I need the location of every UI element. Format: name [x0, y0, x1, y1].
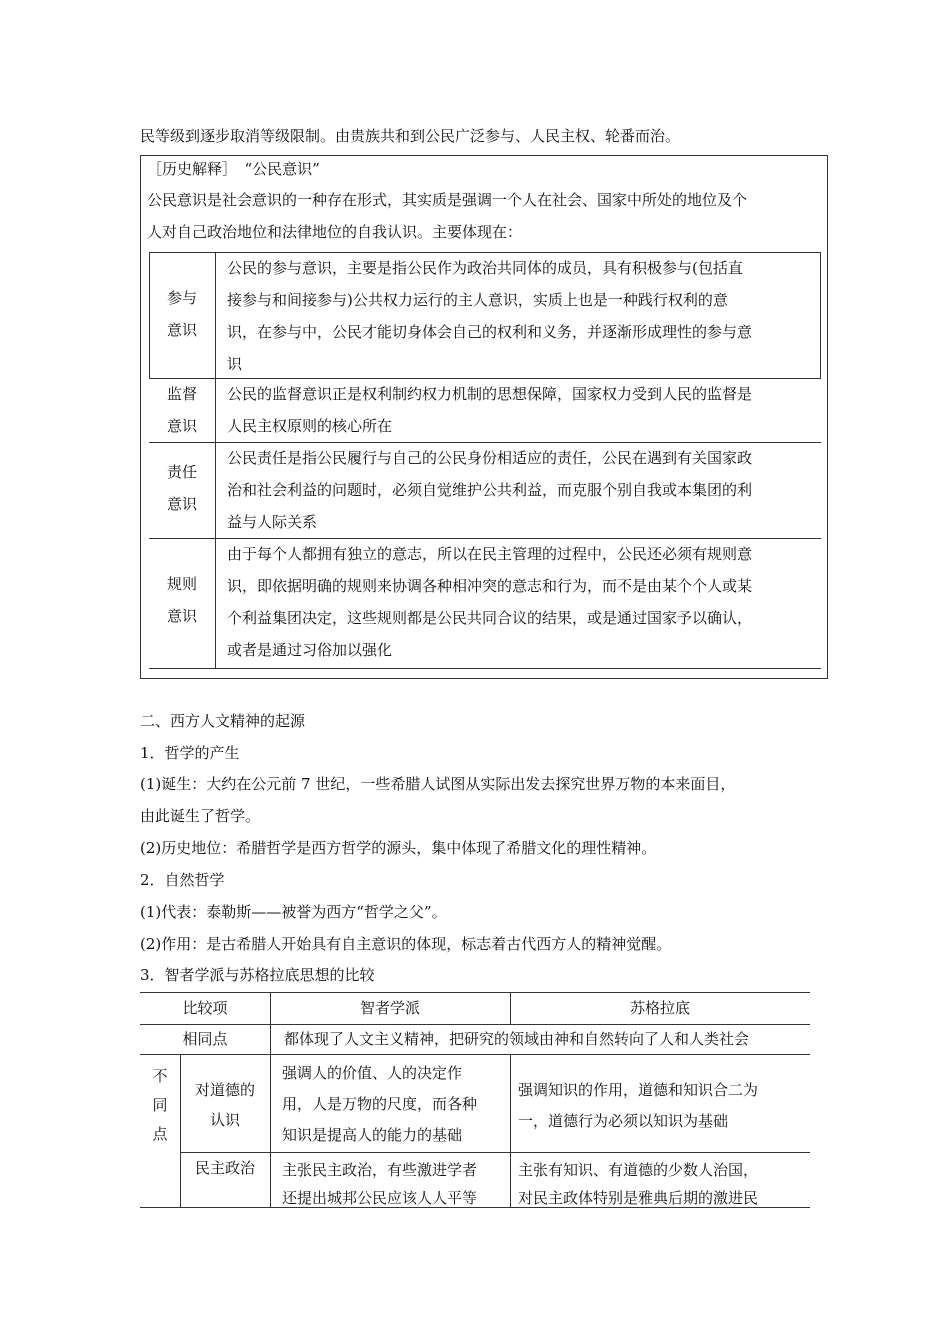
- top-paragraph-line: 民等级到逐步取消等级限制。由贵族共和到公民广泛参与、人民主权、轮番而治。: [140, 127, 681, 145]
- header-sophists: 智者学派: [359, 999, 420, 1017]
- history-explanation-box: [140, 155, 828, 679]
- same-text: 都体现了人文主义精神，把研究的领域由神和自然转向了人和人类社会: [284, 1030, 750, 1048]
- paragraph-line: (1)代表：泰勒斯——被誉为西方“哲学之父”。: [140, 903, 447, 921]
- row-sophist-democracy: 主张民主政治，有些激进学者 还提出城邦公民应该人人平等: [282, 1161, 478, 1207]
- paragraph-line: 由此诞生了哲学。: [140, 807, 261, 825]
- table-col-divider: [270, 1054, 271, 1207]
- row-text-supervision: 公民的监督意识正是权利制约权力机制的思想保障，国家权力受到人民的监督是 人民主权原则的核心所在: [227, 385, 753, 435]
- row-label-responsibility: 责任 意识: [166, 463, 197, 513]
- subsection-title: 3．智者学派与苏格拉底思想的比较: [140, 966, 375, 984]
- row-item-moral: 对道德的 认识: [194, 1081, 255, 1129]
- row-label-participation: 参与 意识: [166, 289, 197, 339]
- inner-table-bottom-border: [149, 668, 821, 669]
- table-col-divider: [510, 1054, 511, 1207]
- row-label-rules: 规则 意识: [166, 575, 197, 625]
- paragraph-line: (1)诞生：大约在公元前 7 世纪，一些希腊人试图从实际出发去探究世界万物的本来面目，: [140, 775, 736, 793]
- box-intro-line: 人对自己政治地位和法律地位的自我认识。主要体现在：: [147, 223, 523, 241]
- row-text-participation: 公民的参与意识，主要是指公民作为政治共同体的成员，具有积极参与(包括直 接参与和间接参与)公共权力运行的主人意识，实质上也是一种践行权利的意 识，在参与中，公民才能切身体会自己的权利和义务，并逐渐形成理性的参与意 识: [227, 259, 753, 373]
- row-socrates-democracy: 主张有知识、有道德的少数人治国， 对民主政体特别是雅典后期的激进民: [518, 1161, 759, 1207]
- row-socrates-moral: 强调知识的作用，道德和知识合二为 一，道德行为必须以知识为基础: [518, 1081, 759, 1130]
- paragraph-line: (2)作用：是古希腊人开始具有自主意识的体现，标志着古代西方人的精神觉醒。: [140, 935, 672, 953]
- diff-label: 不 同 点: [152, 1067, 168, 1143]
- same-label: 相同点: [182, 1030, 228, 1048]
- row-label-supervision: 监督 意识: [166, 385, 197, 435]
- table-row-border: [140, 1024, 810, 1025]
- paragraph-line: (2)历史地位：希腊哲学是西方哲学的源头，集中体现了希腊文化的理性精神。: [140, 839, 657, 857]
- box-intro-line: 公民意识是社会意识的一种存在形式，其实质是强调一个人在社会、国家中所处的地位及个: [147, 191, 748, 209]
- table-row-border: [180, 1152, 810, 1153]
- inner-table-divider: [215, 252, 216, 668]
- subsection-title: 1．哲学的产生: [140, 744, 240, 762]
- table-top-border: [140, 992, 810, 993]
- table-col-divider: [270, 1024, 271, 1054]
- section-heading: 二、西方人文精神的起源: [140, 712, 306, 730]
- header-socrates: 苏格拉底: [629, 999, 690, 1017]
- header-compare-item: 比较项: [182, 999, 228, 1017]
- box-header: ［历史解释］ “公民意识”: [147, 160, 320, 178]
- row-text-responsibility: 公民责任是指公民履行与自己的公民身份相适应的责任，公民在遇到有关国家政 治和社会利益的问题时，必须自觉维护公共利益，而克服个别自我或本集团的利 益与人际关系: [227, 449, 753, 531]
- row-text-rules: 由于每个人都拥有独立的意志，所以在民主管理的过程中，公民还必须有规则意 识，即依据明确的规则来协调各种相冲突的意志和行为，而不是由某个个人或某 个利益集团决定，这些规则都是公民共同合议的结果，或是通过国家予以确认， 或者是通过习俗加以强化: [227, 545, 753, 659]
- table-row-border: [140, 1054, 810, 1055]
- row-item-democracy: 民主政治: [194, 1159, 255, 1177]
- subsection-title: 2．自然哲学: [140, 871, 225, 889]
- row-sophist-moral: 强调人的价值、人的决定作 用，人是万物的尺度，而各种 知识是提高人的能力的基础: [282, 1064, 478, 1144]
